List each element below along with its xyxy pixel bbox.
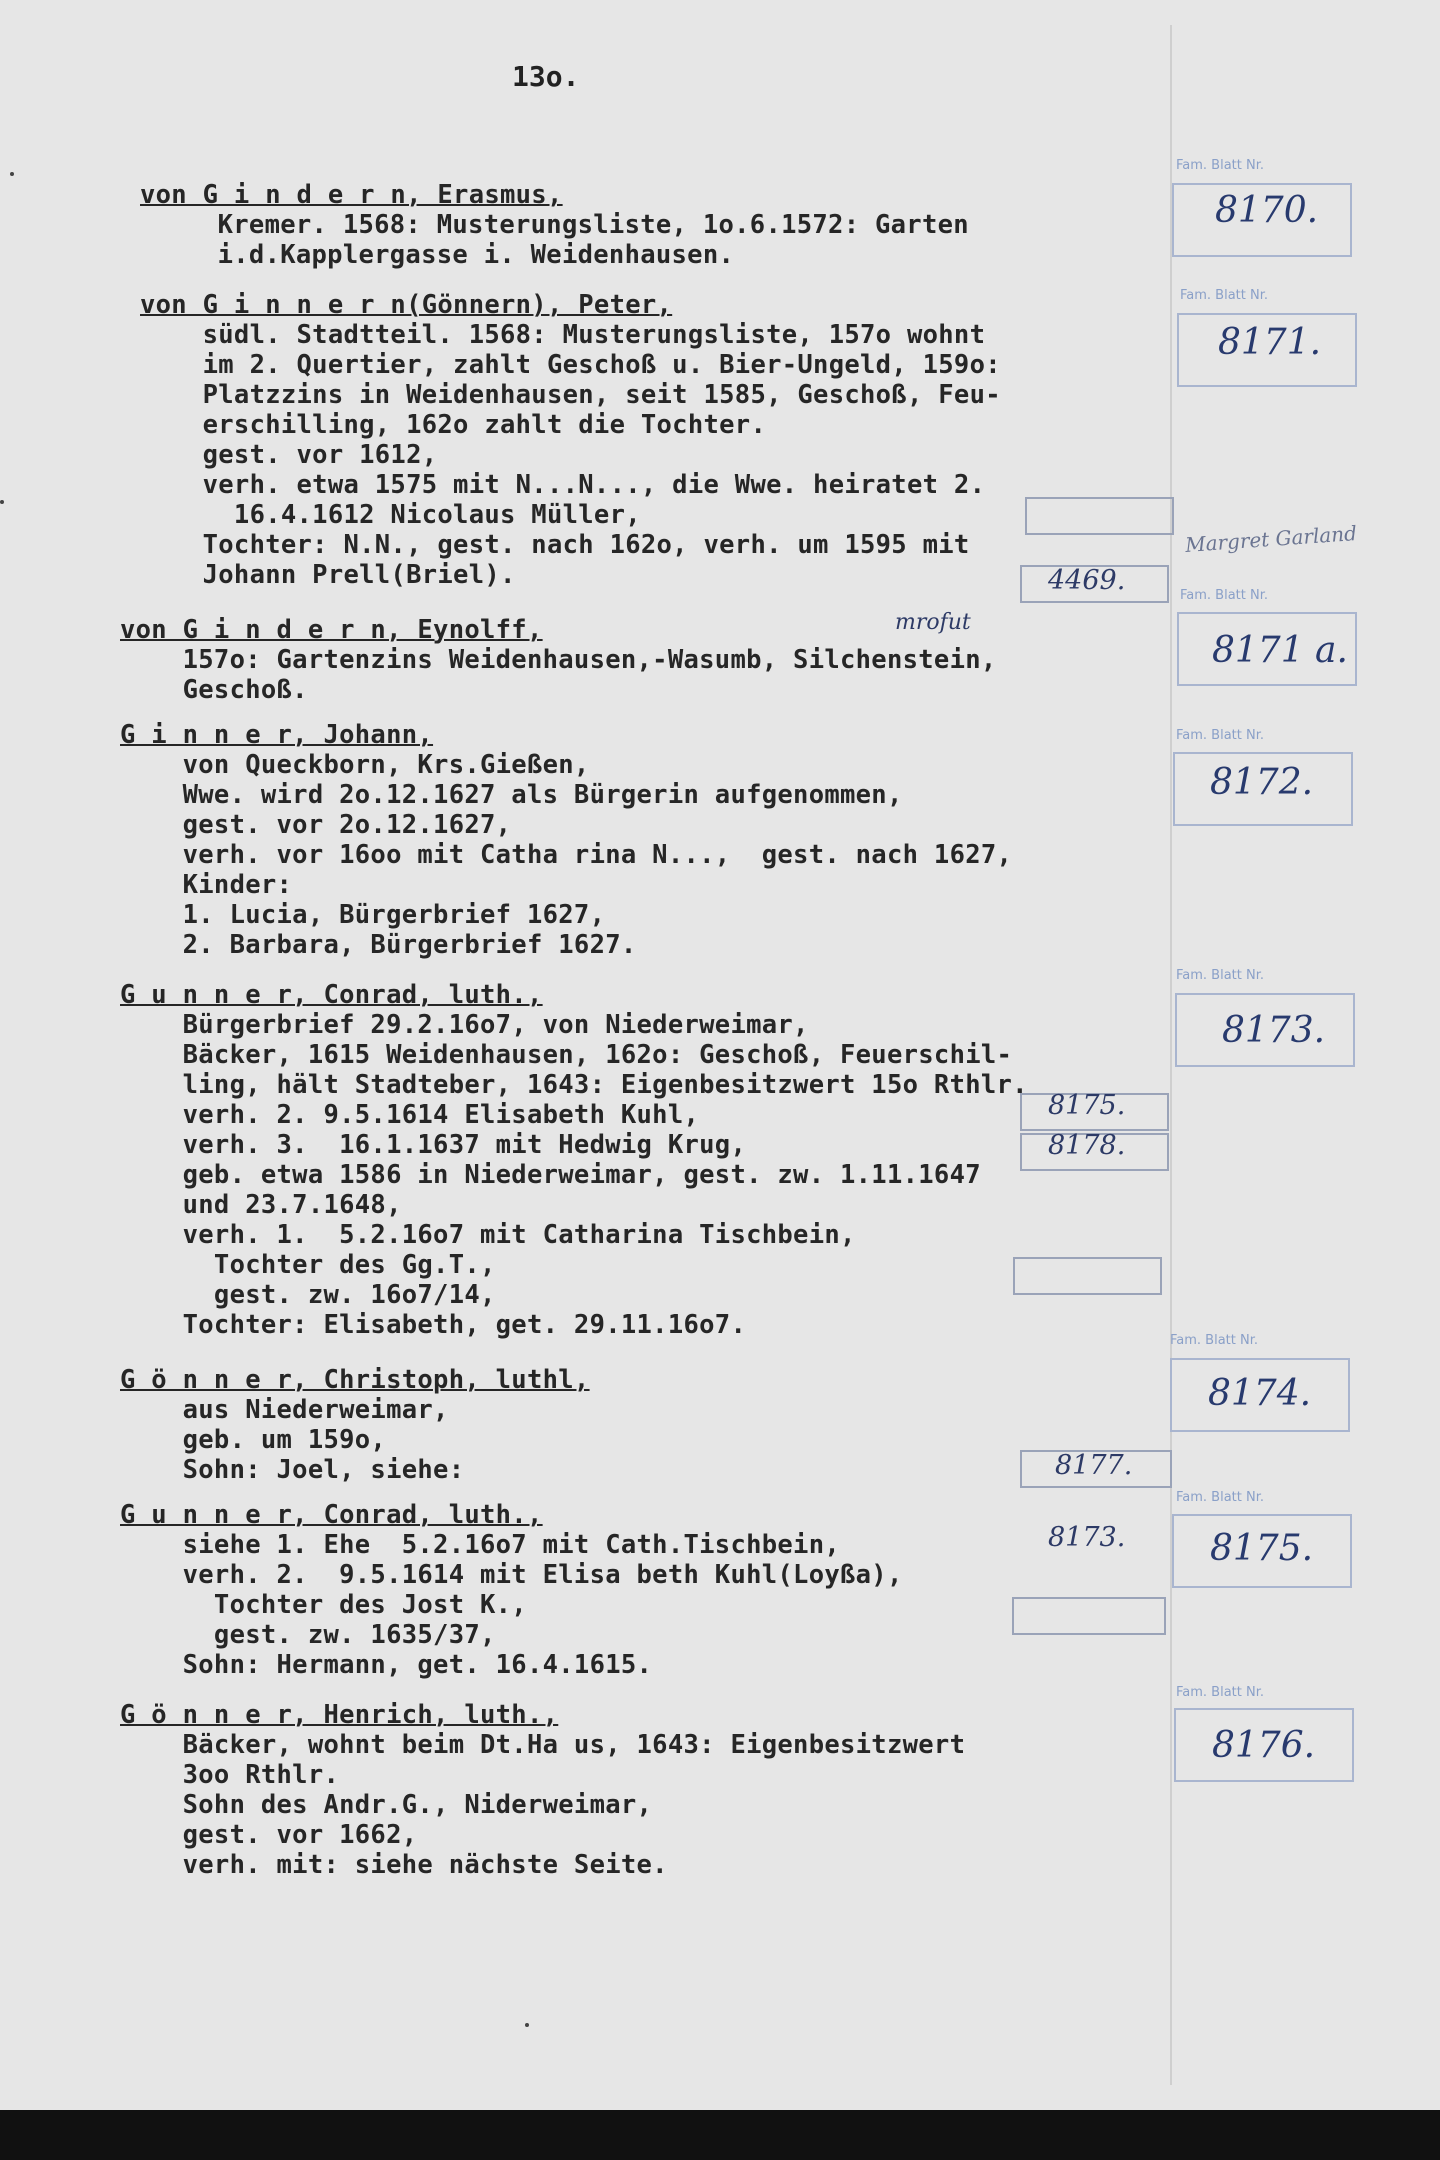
fam-blatt-number: 8176.	[1212, 1725, 1316, 1766]
entry-line: und 23.7.1648,	[120, 1190, 402, 1220]
fam-blatt-label: Fam. Blatt Nr.	[1176, 158, 1265, 173]
cross-ref-number: 8173.	[1048, 1522, 1126, 1553]
entry-line: siehe 1. Ehe 5.2.16o7 mit Cath.Tischbein,	[120, 1530, 841, 1560]
fam-blatt-label: Fam. Blatt Nr.	[1176, 1685, 1265, 1700]
entry-line: südl. Stadtteil. 1568: Musterungsliste, 157o wohnt	[140, 320, 986, 350]
entry-line: aus Niederweimar,	[120, 1395, 449, 1425]
fam-blatt-label: Fam. Blatt Nr.	[1176, 1490, 1265, 1505]
entry-heading: G u n n e r, Conrad, luth.,	[120, 980, 543, 1010]
fam-blatt-number: 8172.	[1210, 762, 1314, 803]
entry-heading: G ö n n e r, Henrich, luth.,	[120, 1700, 559, 1730]
entry-line: Bürgerbrief 29.2.16o7, von Niederweimar,	[120, 1010, 809, 1040]
entry-line: von Queckborn, Krs.Gießen,	[120, 750, 590, 780]
entry-line: im 2. Quertier, zahlt Geschoß u. Bier-Ungeld, 159o:	[140, 350, 1001, 380]
entry-line: gest. vor 1662,	[120, 1820, 418, 1850]
entry-line: Geschoß.	[120, 675, 308, 705]
cross-ref-number: 8175.	[1048, 1090, 1126, 1121]
fam-blatt-label: Fam. Blatt Nr.	[1170, 1333, 1259, 1348]
entry-line: Sohn: Hermann, get. 16.4.1615.	[120, 1650, 653, 1680]
entry-line: Kremer. 1568: Musterungsliste, 1o.6.1572: Garten	[155, 210, 969, 240]
entry-heading: G u n n e r, Conrad, luth.,	[120, 1500, 543, 1530]
entry-line: verh. etwa 1575 mit N...N..., die Wwe. heiratet 2.	[140, 470, 986, 500]
fam-blatt-label: Fam. Blatt Nr.	[1176, 728, 1265, 743]
entry-line: Tochter des Gg.T.,	[120, 1250, 496, 1280]
fam-blatt-number: 8170.	[1215, 190, 1319, 231]
entry-line: geb. etwa 1586 in Niederweimar, gest. zw. 1.11.1647	[120, 1160, 981, 1190]
entry-line: ling, hält Stadteber, 1643: Eigenbesitzwert 15o Rthlr.	[120, 1070, 1028, 1100]
fam-blatt-number: 8175.	[1210, 1528, 1314, 1569]
entry-line: verh. vor 16oo mit Catha rina N..., gest. nach 1627,	[120, 840, 1013, 870]
entry-line: Tochter: N.N., gest. nach 162o, verh. um 1595 mit	[140, 530, 970, 560]
punch-mark	[0, 500, 4, 504]
entry-line: Tochter des Jost K.,	[120, 1590, 527, 1620]
entry-line: Kinder:	[120, 870, 293, 900]
scan-bottom-edge	[0, 2110, 1440, 2160]
entry-line: Wwe. wird 2o.12.1627 als Bürgerin aufgenommen,	[120, 780, 903, 810]
entry-line: Bäcker, 1615 Weidenhausen, 162o: Geschoß, Feuerschil-	[120, 1040, 1013, 1070]
entry-heading: G i n n e r, Johann,	[120, 720, 434, 750]
entry-line: 157o: Gartenzins Weidenhausen,-Wasumb, Silchenstein,	[120, 645, 997, 675]
entry-line: 3oo Rthlr.	[120, 1760, 340, 1790]
entry-line: gest. vor 1612,	[140, 440, 438, 470]
fam-blatt-number: 8174.	[1208, 1373, 1312, 1414]
entry-heading: G ö n n e r, Christoph, luthl,	[120, 1365, 590, 1395]
cross-ref-box-empty	[1012, 1597, 1166, 1635]
punch-mark	[525, 2023, 529, 2027]
entry-line: 2. Barbara, Bürgerbrief 1627.	[120, 930, 637, 960]
fam-blatt-label: Fam. Blatt Nr.	[1176, 968, 1265, 983]
margin-note: Margret Garland	[1184, 521, 1358, 557]
cross-ref-number: 8177.	[1055, 1450, 1133, 1481]
fam-blatt-number: 8173.	[1222, 1010, 1326, 1051]
entry-heading: von G i n n e r n(Gönnern), Peter,	[140, 290, 673, 320]
fam-blatt-number: 8171.	[1218, 322, 1322, 363]
cross-ref-number: 8178.	[1048, 1130, 1126, 1161]
handwritten-insert: mrofut	[895, 610, 971, 635]
entry-line: verh. 2. 9.5.1614 mit Elisa beth Kuhl(Loyßa),	[120, 1560, 903, 1590]
entry-line: geb. um 159o,	[120, 1425, 387, 1455]
entry-line: 1. Lucia, Bürgerbrief 1627,	[120, 900, 606, 930]
entry-heading: von G i n d e r n, Erasmus,	[140, 180, 563, 210]
entry-line: Johann Prell(Briel).	[140, 560, 516, 590]
entry-line: verh. 3. 16.1.1637 mit Hedwig Krug,	[120, 1130, 747, 1160]
entry-line: Platzzins in Weidenhausen, seit 1585, Geschoß, Feu-	[140, 380, 1001, 410]
entry-line: gest. zw. 16o7/14,	[120, 1280, 496, 1310]
entry-line: i.d.Kapplergasse i. Weidenhausen.	[155, 240, 735, 270]
margin-rule-line	[1170, 25, 1172, 2085]
entry-line: erschilling, 162o zahlt die Tochter.	[140, 410, 767, 440]
cross-ref-box-empty	[1025, 497, 1174, 535]
cross-ref-number: 4469.	[1048, 565, 1126, 596]
entry-line: verh. mit: siehe nächste Seite.	[120, 1850, 668, 1880]
page-number: 13o.	[512, 60, 580, 93]
fam-blatt-label: Fam. Blatt Nr.	[1180, 288, 1269, 303]
entry-line: gest. zw. 1635/37,	[120, 1620, 496, 1650]
fam-blatt-number: 8171 a.	[1212, 630, 1348, 671]
cross-ref-box-empty	[1013, 1257, 1162, 1295]
fam-blatt-label: Fam. Blatt Nr.	[1180, 588, 1269, 603]
entry-line: 16.4.1612 Nicolaus Müller,	[140, 500, 641, 530]
entry-line: Sohn des Andr.G., Niderweimar,	[120, 1790, 653, 1820]
entry-line: Tochter: Elisabeth, get. 29.11.16o7.	[120, 1310, 747, 1340]
entry-line: Bäcker, wohnt beim Dt.Ha us, 1643: Eigenbesitzwert	[120, 1730, 966, 1760]
entry-heading: von G i n d e r n, Eynolff,	[120, 615, 543, 645]
entry-line: verh. 1. 5.2.16o7 mit Catharina Tischbein,	[120, 1220, 856, 1250]
entry-line: gest. vor 2o.12.1627,	[120, 810, 512, 840]
entry-line: Sohn: Joel, siehe:	[120, 1455, 465, 1485]
punch-mark	[10, 172, 14, 176]
entry-line: verh. 2. 9.5.1614 Elisabeth Kuhl,	[120, 1100, 700, 1130]
